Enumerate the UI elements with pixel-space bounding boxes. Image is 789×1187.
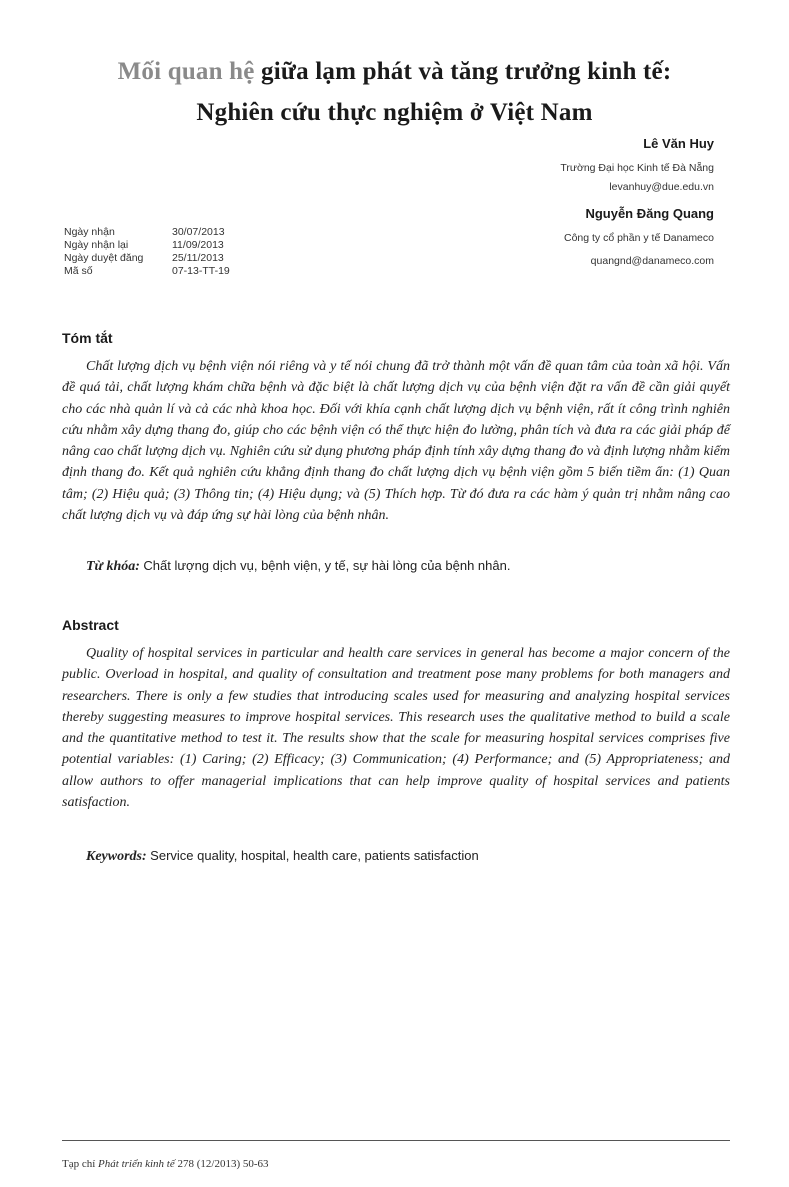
date-value: 07-13-TT-19 (172, 265, 230, 277)
author-name: Lê Văn Huy (643, 136, 714, 151)
keywords-text: Chất lượng dịch vụ, bệnh viện, y tế, sự hài lòng của bệnh nhân. (143, 558, 511, 573)
date-row (64, 226, 252, 239)
keywords-label: Từ khóa: (86, 559, 140, 574)
article-title-line-1 (0, 58, 789, 86)
issue-info: 278 (12/2013) 50-63 (174, 1158, 269, 1170)
date-label: Ngày nhận (64, 226, 115, 238)
date-value: 25/11/2013 (172, 252, 224, 264)
date-value: 30/07/2013 (172, 226, 225, 238)
date-label: Mã số (64, 265, 93, 277)
date-label: Ngày nhận lại (64, 239, 129, 251)
keywords-text: Service quality, hospital, health care, patients satisfaction (150, 848, 479, 863)
author-email[interactable]: levanhuy@due.edu.vn (609, 181, 714, 193)
date-row (64, 252, 252, 265)
author-email[interactable]: quangnd@danameco.com (590, 255, 714, 267)
journal-footer (62, 1158, 269, 1170)
footer-prefix: Tạp chí (62, 1158, 99, 1170)
author-affiliation: Trường Đại học Kinh tế Đà Nẵng (560, 162, 714, 174)
author-name: Nguyễn Đăng Quang (585, 206, 714, 221)
date-row (64, 265, 252, 278)
article-title-line-2: Nghiên cứu thực nghiệm ở Việt Nam (196, 99, 593, 126)
author-affiliation: Công ty cổ phần y tế Danameco (563, 232, 714, 244)
abstract-body: Quality of hospital services in particular and health care services in general has become a major concern of the public. Overload in hospital, and quality of consultation and treatment pose many problems for both managers and researchers. There is only a few studies that introducing scales used for measuring and analyzing hospital services thereby suggesting measures to improve hospital services. This research uses the qualitative method to build a scale and the quantitative method to test it. The results show that the scale for measuring hospital services comprises five potential variables: (1) Caring; (2) Efficacy; (3) Communication; (4) Performance; and (5) Appropriateness; and allow authors to offer managerial implications that can help improve quality of hospital services and patients satisfaction. (62, 646, 730, 811)
keywords-label: Keywords: (86, 849, 147, 864)
tomtat-keywords (86, 558, 510, 575)
abstract-keywords (86, 848, 479, 865)
abstract-heading: Abstract (62, 617, 119, 633)
date-value: 11/09/2013 (172, 239, 224, 251)
date-label: Ngày duyệt đăng (64, 252, 144, 264)
tomtat-body: Chất lượng dịch vụ bệnh viện nói riêng và y tế nói chung đã trở thành một vấn đề quan tâm của toàn xã hội. Vấn đề quá tải, chất lượng khám chữa bệnh và đặc biệt là chất lượng dịch vụ của bệnh viện đặt ra vấn đề cần giải quyết cho các nhà quản lí và cả các nhà khoa học. Đối với khía cạnh chất lượng dịch vụ bệnh viện, rất ít công trình nghiên cứu nhằm xây dựng thang đo, giúp cho các bệnh viện có thể thực hiện đo lường, phân tích và đưa ra các giải pháp để nâng cao chất lượng dịch vụ. Nghiên cứu sử dụng phương pháp định tính xây dựng thang đo và định lượng nhằm kiểm định thang đo. Kết quả nghiên cứu khẳng định thang đo chất lượng dịch vụ bệnh viện gồm 5 biến tiềm ẩn: (1) Quan tâm; (2) Hiệu quả; (3) Thông tin; (4) Hiệu dụng; và (5) Thích hợp. Từ đó đưa ra các hàm ý quản trị nhằm nâng cao chất lượng dịch vụ và đáp ứng sự hài lòng của bệnh nhân. (62, 359, 730, 524)
date-row (64, 239, 252, 252)
journal-name: Phát triển kinh tế (98, 1158, 175, 1170)
title-lead: Mối quan hệ (117, 58, 255, 85)
footer-divider (62, 1140, 730, 1141)
submission-dates (64, 226, 252, 278)
tomtat-heading: Tóm tắt (62, 330, 113, 346)
title-rest: giữa lạm phát và tăng trưởng kinh tế: (254, 58, 672, 85)
